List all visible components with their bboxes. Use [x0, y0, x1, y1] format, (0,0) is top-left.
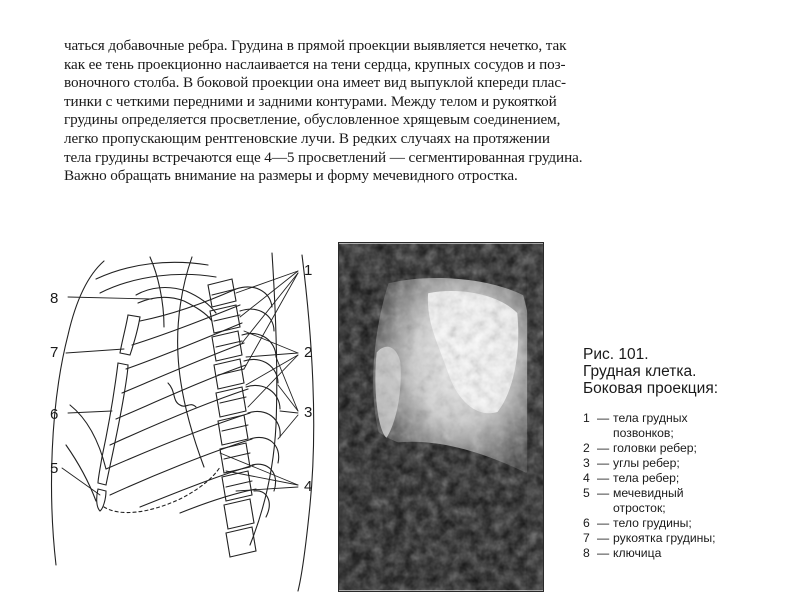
vertebral-body [218, 415, 248, 445]
legend-dash: — [597, 546, 610, 560]
text-line: тела грудины встречаются еще 4—5 просветлений — сегментированная грудина. [64, 148, 583, 166]
legend-text-line: позвонков; [613, 426, 674, 440]
legend-number: 4 [583, 471, 590, 485]
legend-text-line: углы ребер; [613, 456, 680, 470]
rib [140, 465, 254, 507]
rib-angle [236, 287, 272, 307]
legend-number: 5 [583, 486, 590, 500]
body-outline-back [298, 255, 314, 591]
sternum-body [98, 363, 128, 485]
legend-number: 7 [583, 531, 590, 545]
chest-xray-image [338, 242, 544, 592]
legend-text-line: тела ребер; [613, 471, 680, 485]
callout-5: 5 [50, 460, 59, 477]
legend-text-line: ключица [613, 546, 662, 560]
legend-item [583, 516, 793, 531]
text-line: как ее тень проекционно наслаивается на тени сердца, крупных сосудов и поз- [64, 55, 566, 73]
legend-item [583, 471, 793, 486]
shoulder-contour [150, 257, 164, 327]
rib [110, 389, 248, 445]
legend-item [583, 456, 793, 471]
callout-3: 3 [304, 404, 313, 421]
legend-text [613, 456, 680, 471]
vertebral-body [220, 443, 250, 473]
legend-dash: — [597, 516, 610, 530]
legend-text-line: рукоятка грудины; [613, 531, 716, 545]
rib-head [222, 425, 248, 431]
legend-text-line: тело грудины; [613, 516, 692, 530]
legend-text [613, 471, 679, 486]
legend-number: 8 [583, 546, 590, 560]
vertebral-body [214, 359, 244, 389]
rib-head [218, 369, 244, 375]
legend-text-line: мечевидный [613, 486, 684, 500]
legend-text [613, 531, 716, 546]
legend-text [613, 546, 661, 561]
shoulder-contour [100, 274, 216, 293]
body-paragraph [64, 37, 724, 186]
rib [132, 305, 240, 345]
text-line: чаться добавочные ребра. Грудина в прямой проекции выявляется нечетко, так [64, 37, 567, 54]
clavicle [138, 297, 212, 321]
xray-grain [339, 244, 543, 591]
callout-1: 1 [304, 262, 313, 279]
legend-dash: — [597, 531, 610, 545]
legend-item [583, 441, 793, 456]
legend-dash: — [597, 441, 610, 455]
legend-text [613, 516, 692, 531]
legend-number: 6 [583, 516, 590, 530]
figure-legend [583, 411, 793, 561]
scapula-outline [250, 253, 277, 545]
legend-dash: — [597, 471, 610, 485]
caption-title-line: Рис. 101. [583, 346, 649, 363]
figure-caption [583, 346, 793, 561]
rib [106, 413, 250, 469]
rib-angle [244, 359, 278, 383]
rib [66, 445, 96, 501]
rib [122, 343, 244, 393]
text-line: воночного столба. В боковой проекции она имеет вид выпуклой кпереди плас- [64, 74, 566, 92]
legend-text [613, 411, 688, 441]
callout-7: 7 [50, 344, 59, 361]
rib-angle [246, 385, 280, 409]
caption-title-line: Боковая проекция: [583, 380, 719, 397]
rib-head [226, 481, 252, 487]
clavicle [136, 288, 216, 313]
legend-item [583, 486, 793, 516]
legend-item [583, 531, 793, 546]
legend-item [583, 411, 793, 441]
legend-text [613, 486, 684, 516]
legend-item [583, 546, 793, 561]
chest-lateral-diagram [40, 245, 330, 593]
legend-text-line: отросток; [613, 501, 666, 515]
callout-4: 4 [304, 478, 313, 495]
legend-text-line: тела грудных [613, 411, 688, 425]
legend-dash: — [597, 411, 610, 425]
rib-head [216, 341, 242, 347]
legend-dash: — [597, 456, 610, 470]
scapula-outline [178, 257, 204, 467]
rib [110, 439, 252, 495]
text-line: легко пропускающим рентгеновские лучи. В редких случаях на протяжении [64, 129, 550, 147]
caption-title [583, 346, 793, 397]
vertebral-body [224, 499, 254, 529]
text-line: Важно обращать внимание на размеры и форму мечевидного отростка. [64, 167, 518, 185]
callout-8: 8 [50, 290, 59, 307]
legend-number: 2 [583, 441, 590, 455]
caption-title-line: Грудная клетка. [583, 363, 697, 380]
legend-text-line: головки ребер; [613, 441, 697, 455]
legend-number: 3 [583, 456, 590, 470]
text-line: грудины определяется просветление, обусловленное хрящевым соединением, [64, 111, 561, 129]
text-line: тинки с четкими передними и задними контурами. Между телом и рукояткой [64, 92, 557, 110]
legend-dash: — [597, 486, 610, 500]
callout-2: 2 [304, 344, 313, 361]
legend-text [613, 441, 697, 456]
rib-head [214, 315, 240, 321]
callout-6: 6 [50, 406, 59, 423]
rib-angle [252, 464, 276, 491]
legend-number: 1 [583, 411, 590, 425]
